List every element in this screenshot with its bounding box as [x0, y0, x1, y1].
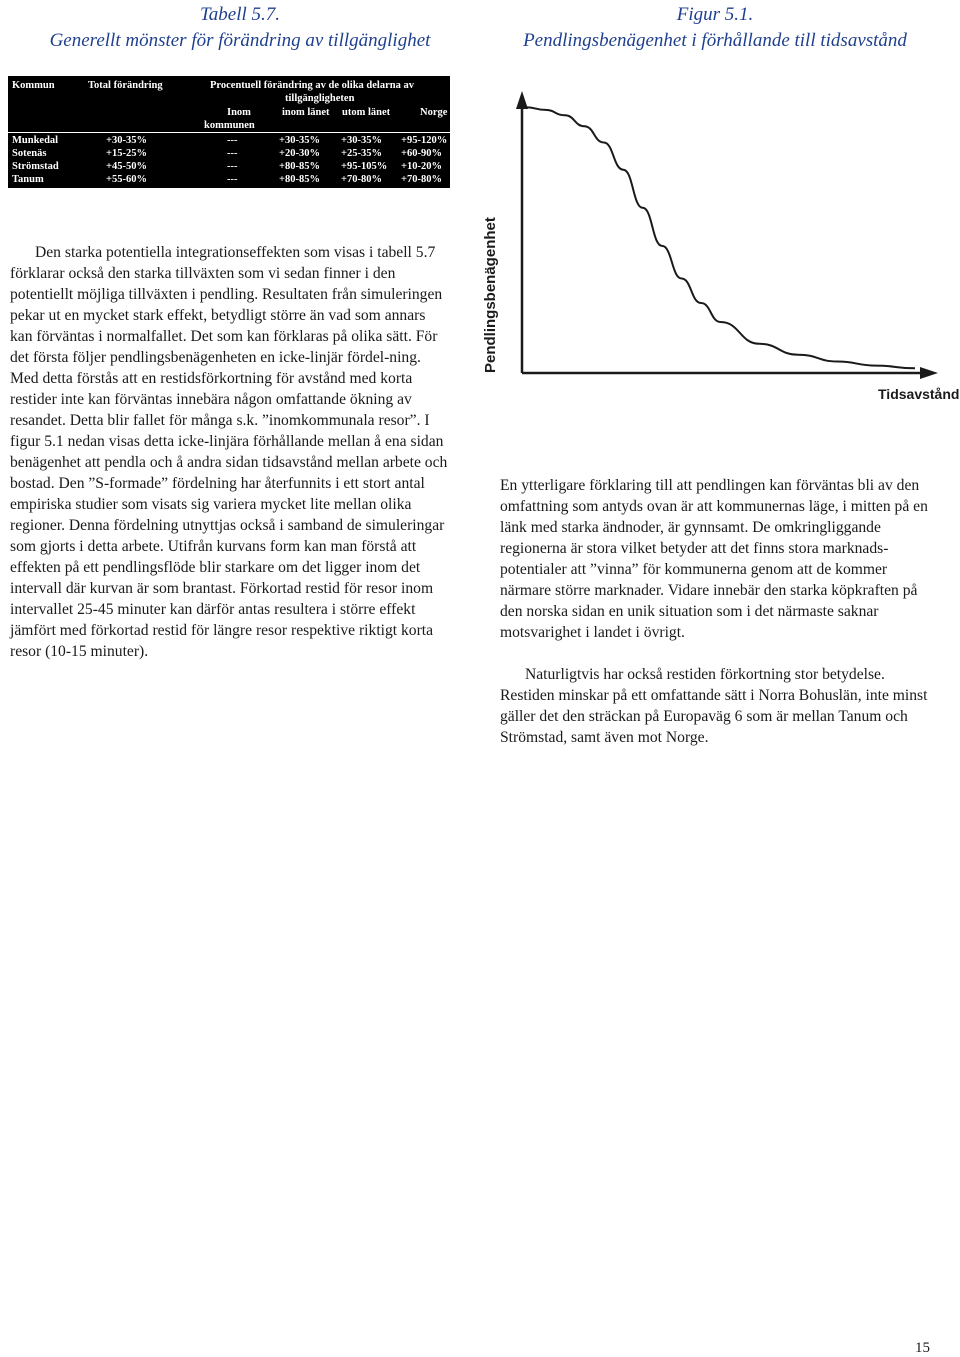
- s-curve-line: [526, 107, 915, 368]
- figure-caption-number: Figur 5.1.: [676, 4, 754, 25]
- header-inom-kommunen: Inom: [227, 107, 251, 118]
- header-procent-line2: tillgängligheten: [285, 93, 355, 104]
- figure-caption-title: Pendlingsbenägenhet i förhållande till tidsavstånd: [523, 30, 907, 51]
- table-divider: [8, 132, 450, 133]
- figure-svg: [480, 85, 960, 415]
- right-column-text: [500, 475, 930, 748]
- x-axis-label: Tidsavstånd: [878, 386, 960, 402]
- header-norge: Norge: [420, 107, 448, 118]
- x-axis-arrow: [920, 367, 938, 379]
- table-caption-title: Generellt mönster för förändring av tillgänglighet: [49, 30, 431, 51]
- header-total: Total förändring: [88, 80, 163, 91]
- figure-caption: [490, 2, 940, 54]
- table-caption-number: Tabell 5.7.: [199, 4, 281, 25]
- left-paragraph: Den starka potentiella integrationseffekten som visas i tabell 5.7 förklarar också den starka tillväxten som vi sedan finner i den potentiellt möjliga tillväxten i pendling. Resultaten från simuleringen pekar ut en mycket stark effekt, betydligt större än vad som annars kan förväntas i normalfallet. Det som kan förklaras på olika sätt. För det första följer pendlingsbenägenheten en icke-linjär fördel-ning. Med detta förstås att en restidsförkortning för avstånd med korta restider inte kan förväntas innebära någon omfattande ökning av resandet. Detta blir fallet för många s.k. ”inomkommunala resor”. I figur 5.1 nedan visas detta icke-linjära förhållande mellan å ena sidan benägenhet att pendla och å andra sidan tidsavstånd mellan arbete och bostad. Den ”S-formade” fördelning har återfunnits i ett stort antal empiriska studier som visats sig variera mycket lite mellan olika regioner. Denna fördelning utnyttjas också i samband de simuleringar som gjorts i detta arbete. Utifrån kurvans form kan man förstå att effekten på ett pendlingsflöde blir starkare om det ligger inom det intervall där kurvan är som brantast. Förkortad restid för resor inom intervallet 25-45 minuter kan därför antas resultera i större effekt jämfört med förkortad restid för längre resor respektive riktigt korta resor (10-15 minuter).: [10, 244, 448, 660]
- header-utom-lanet: utom länet: [342, 107, 391, 118]
- page-number: 15: [915, 1340, 930, 1356]
- y-axis-label: Pendlingsbenägenhet: [482, 217, 499, 373]
- header-procent: Procentuell förändring av de olika delarna av: [210, 80, 414, 91]
- right-paragraph-1: En ytterligare förklaring till att pendlingen kan förväntas bli av den omfattning som antyds ovan är att kommunernas läge, i mitten på en länk med starka ändnoder, är gynnsamt. De omkringliggande regionerna är stora vilket betyder att det finns stora marknads-potentialer att ”vinna” för kommunerna genom att de kommer närmare större marknader. Vidare innebär den starka köpkraften på den norska sidan en unik situation som i det närmaste saknar motsvarighet i landet i övrigt.: [500, 477, 928, 641]
- header-inom-kommunen-line2: kommunen: [204, 120, 255, 131]
- left-column-text: [10, 242, 450, 662]
- header-kommun: Kommun: [12, 80, 55, 91]
- table-caption: [10, 2, 470, 54]
- accessibility-table: Kommun Total förändring Procentuell förändring av de olika delarna av tillgängligheten Inom kommunen inom länet utom länet Norge Munkedal +30-35% --- +30-35% +30-35% +95-120% Sotenäs +15-25% --- +20-30% +25-35% +60-90% Strömstad +45-50% --- +80-85% +95-105% +10-20% Tanum +55-60% --- +80-85% +70-80% +70-80%: [8, 76, 450, 188]
- right-paragraph-2: Naturligtvis har också restiden förkortning stor betydelse. Restiden minskar på ett omfattande sätt i Norra Bohuslän, inte minst gäller det den sträckan på Europaväg 6 som är mellan Tanum och Strömstad, samt även mot Norge.: [500, 666, 928, 746]
- header-inom-lanet: inom länet: [282, 107, 330, 118]
- commute-propensity-figure: [480, 85, 960, 415]
